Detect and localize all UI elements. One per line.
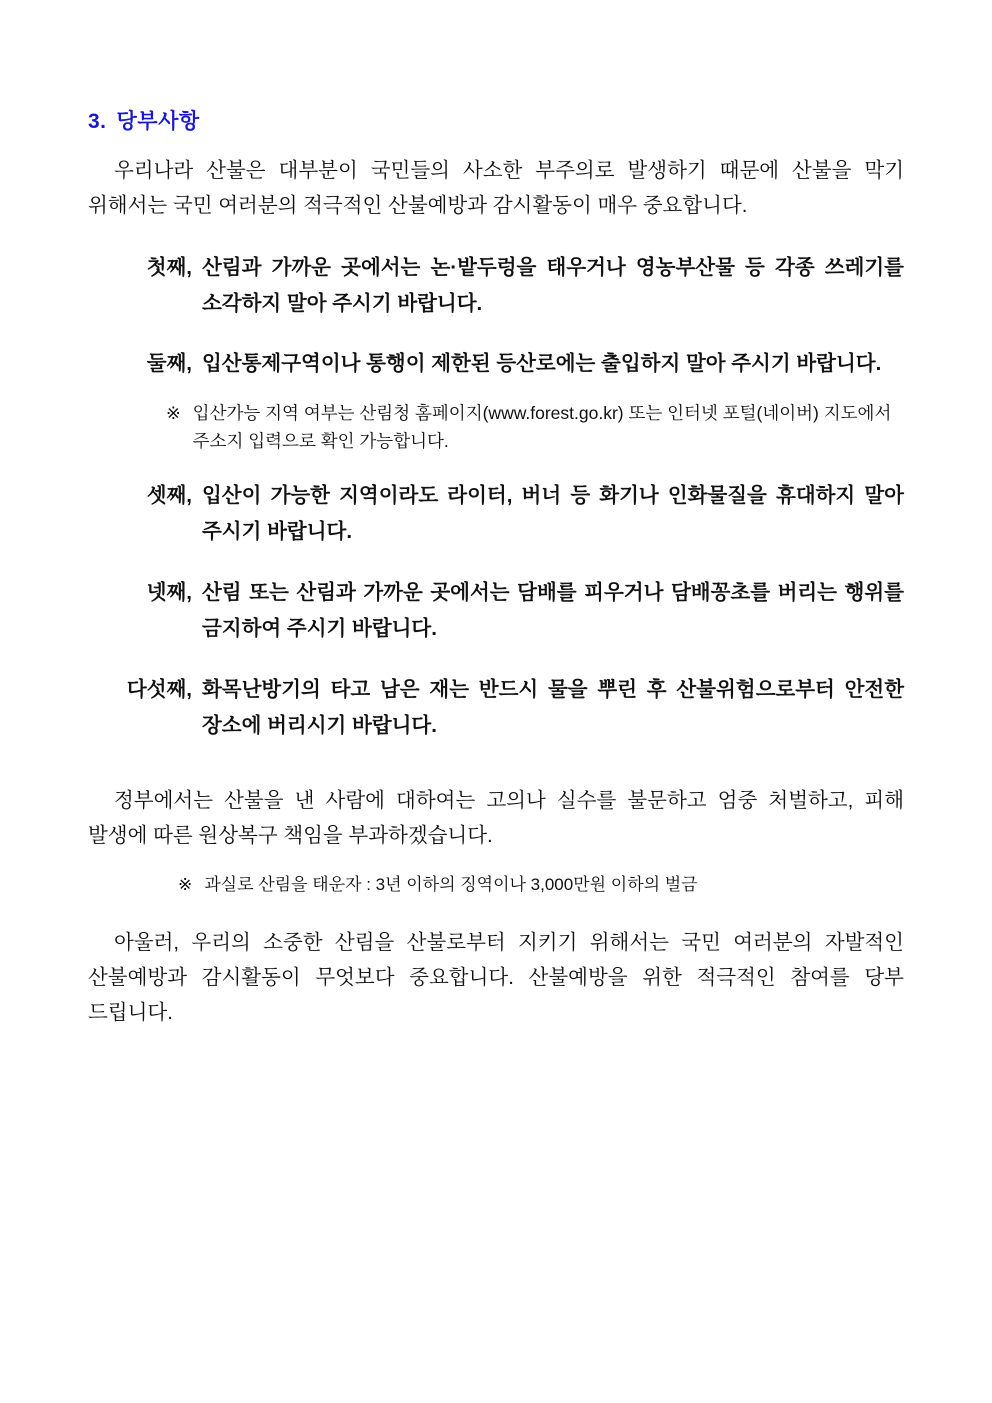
list-item-label: 넷째, — [146, 580, 192, 604]
spacer — [88, 664, 904, 672]
note-text: 과실로 산림을 태운자 : 3년 이하의 징역이나 3,000만원 이하의 벌금 — [204, 875, 698, 895]
spacer — [88, 761, 904, 783]
list-item-fifth — [88, 672, 904, 745]
spacer — [88, 567, 904, 575]
list-item-text: 입산통제구역이나 통행이 제한된 등산로에는 출입하지 말아 주시기 바랍니다. — [202, 352, 882, 376]
note-item-second — [88, 399, 904, 456]
section-heading — [88, 105, 904, 135]
spacer — [88, 338, 904, 346]
list-item-label: 둘째, — [146, 352, 192, 376]
list-item-text: 산림과 가까운 곳에서는 논·밭두렁을 태우거나 영농부산물 등 각종 쓰레기를 소각하지 말아 주시기 바랍니다. — [202, 255, 904, 315]
note-penalty — [88, 871, 904, 899]
list-item-fourth — [88, 575, 904, 648]
list-item-label: 다섯째, — [126, 677, 192, 701]
list-item-text: 산림 또는 산림과 가까운 곳에서는 담배를 피우거나 담배꽁초를 버리는 행위를 금지하여 주시기 바랍니다. — [202, 580, 904, 641]
spacer — [88, 909, 904, 925]
government-paragraph: 정부에서는 산불을 낸 사람에 대하여는 고의나 실수를 불문하고 엄중 처벌하고, 피해 발생에 따른 원상복구 책임을 부과하겠습니다. — [88, 788, 904, 847]
list-item-third — [88, 478, 904, 551]
spacer — [88, 242, 904, 250]
intro-paragraph: 우리나라 산불은 대부분이 국민들의 사소한 부주의로 발생하기 때문에 산불을 막기 위해서는 국민 여러분의 적극적인 산불예방과 감시활동이 매우 중요합니다. — [88, 159, 904, 218]
section-title: 당부사항 — [116, 110, 200, 133]
list-item-text: 입산이 가능한 지역이라도 라이터, 버너 등 화기나 인화물질을 휴대하지 말아 주시기 바랍니다. — [202, 483, 904, 544]
note-mark-icon: ※ — [166, 402, 181, 423]
list-item-second — [88, 346, 904, 382]
list-item-label: 셋째, — [146, 483, 192, 507]
list-item-first — [88, 250, 904, 323]
note-mark-icon: ※ — [178, 875, 193, 895]
section-number: 3. — [88, 110, 107, 133]
list-item-text: 화목난방기의 타고 남은 재는 반드시 물을 뿌린 후 산불위험으로부터 안전한 장소에 버리시기 바랍니다. — [202, 677, 904, 738]
note-text: 입산가능 지역 여부는 산림청 홈페이지(www.forest.go.kr) 또는 인터넷 포털(네이버) 지도에서 주소지 입력으로 확인 가능합니다. — [192, 402, 892, 452]
list-item-label: 첫째, — [146, 255, 192, 279]
spacer — [88, 470, 904, 478]
closing-paragraph: 아울러, 우리의 소중한 산림을 산불로부터 지키기 위해서는 국민 여러분의 자발적인 산불예방과 감시활동이 무엇보다 중요합니다. 산불예방을 위한 적극적인 참여를 당부 드립니다. — [88, 930, 904, 1025]
